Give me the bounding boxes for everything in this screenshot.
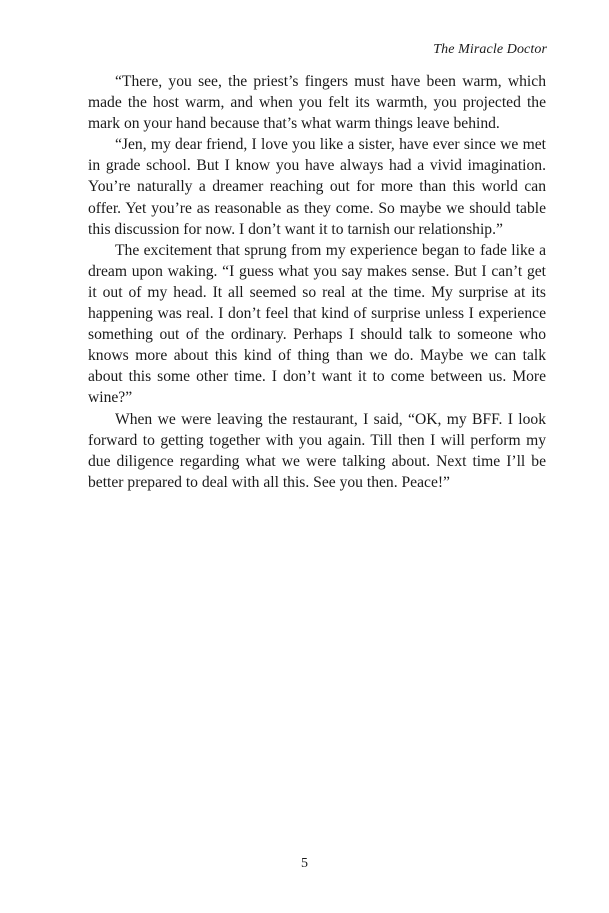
paragraph: When we were leaving the restaurant, I said, “OK, my BFF. I look forward to getting together with you again. Till then I will perform my due diligence regarding what we were talking about. Next time I’ll be better prepared to deal with all this. See you then. Peace!” <box>88 410 546 491</box>
paragraph: The excitement that sprung from my experience began to fade like a dream upon waking. “I guess what you say makes sense. But I can’t get it out of my head. It all seemed so real at the time. My surprise at its happening was real. I don’t feel that kind of surprise unless I experience something out of the ordinary. Perhaps I should talk to someone who knows more about this kind of thing than we do. Maybe we can talk about this some other time. I don’t want it to come between us. More wine?” <box>88 241 546 407</box>
running-head-title: The Miracle Doctor <box>433 42 547 57</box>
paragraph: “Jen, my dear friend, I love you like a sister, have ever since we met in grade school. But I know you have always had a vivid imagination. You’re naturally a dreamer reaching out for more than this world can offer. Yet you’re as reasonable as they come. So maybe we should table this discussion for now. I don’t want it to tarnish our relationship.” <box>88 136 546 238</box>
paragraph: “There, you see, the priest’s fingers must have been warm, which made the host warm, and when you felt its warmth, you projected the mark on your hand because that’s what warm things leave behind. <box>88 73 546 133</box>
page-number: 5 <box>301 856 308 871</box>
body-text <box>88 71 546 493</box>
